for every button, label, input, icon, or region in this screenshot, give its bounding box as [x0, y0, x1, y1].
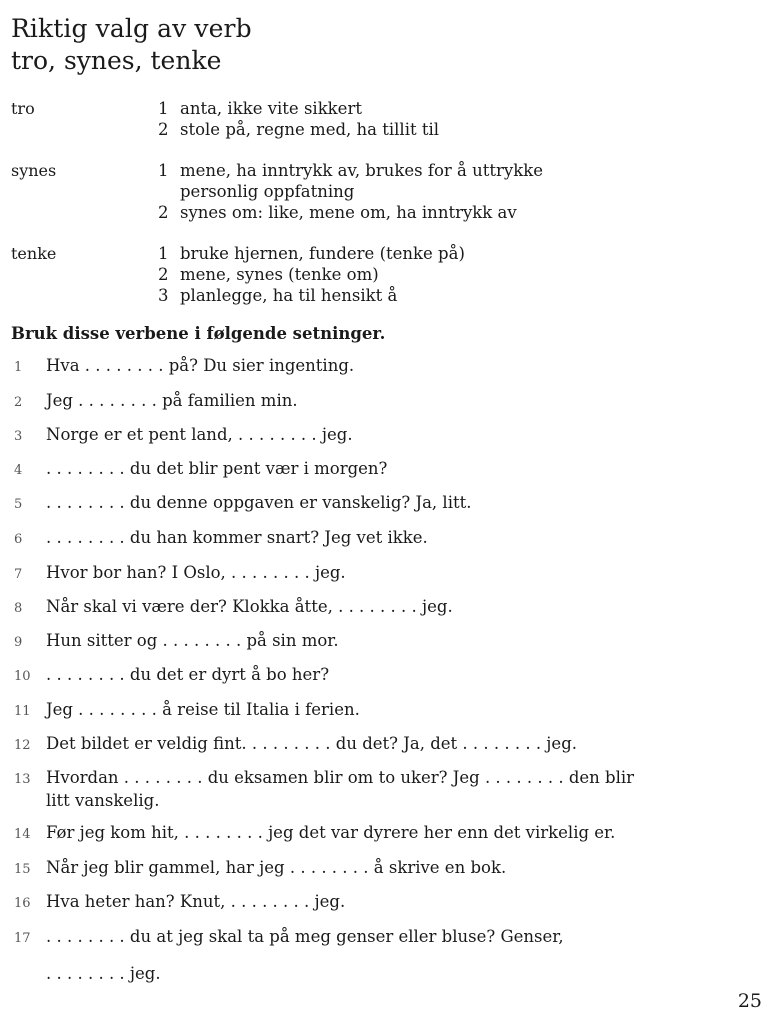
page-title: Riktig valg av verb: [11, 14, 252, 43]
exercise-item: 5 . . . . . . . . du denne oppgaven er vanskelig? Ja, litt.: [14, 493, 472, 512]
exercise-item: 12 Det bildet er veldig fint. . . . . . . . . du det? Ja, det . . . . . . . . jeg.: [14, 734, 577, 753]
exercise-item: 3 Norge er et pent land, . . . . . . . . jeg.: [14, 425, 353, 444]
verb-term-tro: tro: [11, 99, 35, 118]
verb-term-synes: synes: [11, 161, 57, 180]
verb-term-tenke: tenke: [11, 244, 57, 263]
definition-tenke-1: 1 bruke hjernen, fundere (tenke på): [158, 244, 465, 263]
exercise-item: 16 Hva heter han? Knut, . . . . . . . . jeg.: [14, 892, 346, 911]
exercise-item: 2 Jeg . . . . . . . . på familien min.: [14, 391, 298, 410]
exercise-item: 11 Jeg . . . . . . . . å reise til Italia i ferien.: [14, 700, 360, 719]
page-subtitle: tro, synes, tenke: [11, 46, 222, 75]
definition-tenke-3: 3 planlegge, ha til hensikt å: [158, 286, 398, 305]
exercise-item: 15 Når jeg blir gammel, har jeg . . . . . . . . å skrive en bok.: [14, 858, 507, 877]
exercise-item: 17 . . . . . . . . du at jeg skal ta på meg genser eller bluse? Genser, . . . . . . . . jeg.: [14, 927, 564, 983]
exercise-item: 9 Hun sitter og . . . . . . . . på sin mor.: [14, 631, 339, 650]
definition-synes-2: 2 synes om: like, mene om, ha inntrykk av: [158, 203, 517, 222]
exercise-item: 8 Når skal vi være der? Klokka åtte, . . . . . . . . jeg.: [14, 597, 453, 616]
definition-tro-2: 2 stole på, regne med, ha tillit til: [158, 120, 440, 139]
exercise-item: 6 . . . . . . . . du han kommer snart? Jeg vet ikke.: [14, 528, 428, 547]
page-number: 25: [737, 990, 762, 1012]
definition-tenke-2: 2 mene, synes (tenke om): [158, 265, 379, 284]
exercise-item: 1 Hva . . . . . . . . på? Du sier ingenting.: [14, 356, 355, 375]
definition-synes-1: 1 mene, ha inntrykk av, brukes for å uttrykke: [158, 161, 543, 180]
exercise-item: 14 Før jeg kom hit, . . . . . . . . jeg det var dyrere her enn det virkelig er.: [14, 823, 616, 842]
exercise-instruction: Bruk disse verbene i følgende setninger.: [11, 324, 386, 343]
exercise-item: 4 . . . . . . . . du det blir pent vær i morgen?: [14, 459, 388, 478]
exercise-item: 13 Hvordan . . . . . . . . du eksamen blir om to uker? Jeg . . . . . . . . den blir litt vanskelig.: [14, 768, 635, 810]
exercise-item: 10 . . . . . . . . du det er dyrt å bo her?: [14, 665, 330, 684]
exercise-item: 7 Hvor bor han? I Oslo, . . . . . . . . jeg.: [14, 563, 346, 582]
definition-tro-1: 1 anta, ikke vite sikkert: [158, 99, 362, 118]
definition-synes-1-continued: personlig oppfatning: [180, 182, 355, 201]
